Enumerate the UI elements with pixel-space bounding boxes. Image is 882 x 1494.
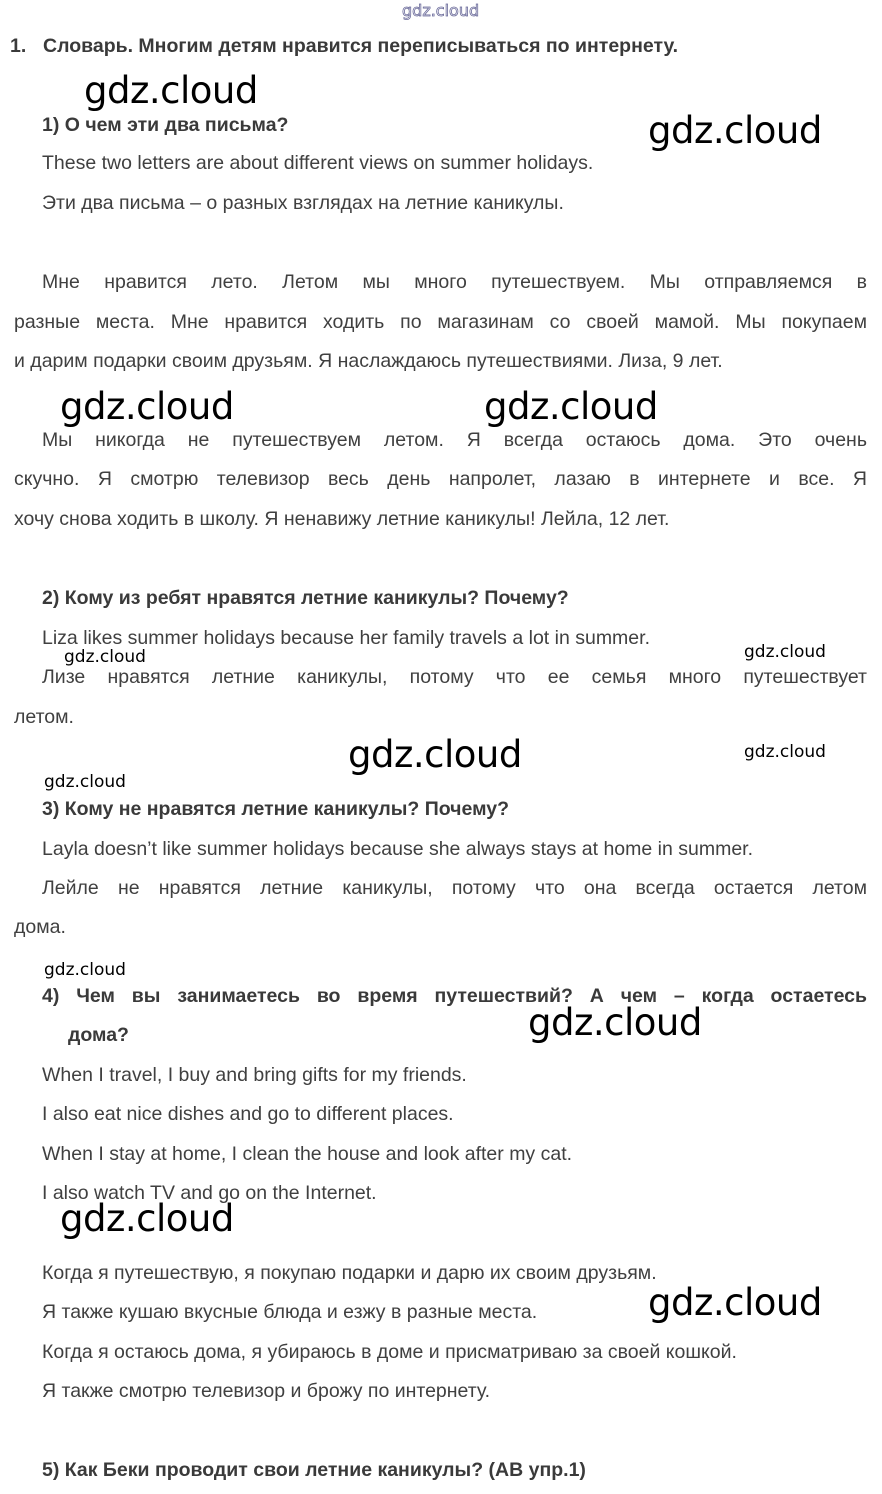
q1-answer-en: These two letters are about different views on summer holidays. xyxy=(42,152,594,174)
watermark-big: gdz.cloud xyxy=(528,1001,702,1044)
q2-question: 2) Кому из ребят нравятся летние каникулы? Почему? xyxy=(42,587,569,609)
letter1-line-3: и дарим подарки своим друзьям. Я наслаждаюсь путешествиями. Лиза, 9 лет. xyxy=(14,350,723,372)
watermark-small: gdz.cloud xyxy=(44,772,126,792)
q4-answer-en-line-3: When I stay at home, I clean the house and look after my cat. xyxy=(42,1143,573,1165)
q4-answer-en-line-1: When I travel, I buy and bring gifts for my friends. xyxy=(42,1064,467,1086)
letter2-line-3: хочу снова ходить в школу. Я ненавижу летние каникулы! Лейла, 12 лет. xyxy=(14,508,670,530)
q4-answer-ru-line-3: Когда я остаюсь дома, я убираюсь в доме и присматриваю за своей кошкой. xyxy=(42,1341,737,1363)
q1-answer-ru: Эти два письма – о разных взглядах на летние каникулы. xyxy=(42,192,564,214)
q2-answer-en: Liza likes summer holidays because her family travels a lot in summer. xyxy=(42,627,650,649)
letter2-line-2: скучно. Я смотрю телевизор весь день напролет, лазаю в интернете и все. Я xyxy=(14,468,867,490)
letter1-line-2: разные места. Мне нравится ходить по магазинам со своей мамой. Мы покупаем xyxy=(14,311,867,333)
watermark-small: gdz.cloud xyxy=(44,960,126,980)
watermark-small: gdz.cloud xyxy=(64,647,146,667)
q3-answer-ru-line-2: дома. xyxy=(14,916,66,938)
watermark-big: gdz.cloud xyxy=(648,1281,822,1324)
q4-question-line-2: дома? xyxy=(68,1024,129,1046)
q4-answer-ru-line-2: Я также кушаю вкусные блюда и езжу в разные места. xyxy=(42,1301,538,1323)
q4-answer-ru-line-1: Когда я путешествую, я покупаю подарки и дарю их своим друзьям. xyxy=(42,1262,657,1284)
q4-answer-en-line-2: I also eat nice dishes and go to different places. xyxy=(42,1103,454,1125)
watermark-small: gdz.cloud xyxy=(744,642,826,662)
watermark-big: gdz.cloud xyxy=(60,1197,234,1240)
task-title: Словарь. Многим детям нравится переписываться по интернету. xyxy=(43,35,679,57)
watermark-big: gdz.cloud xyxy=(484,385,658,428)
q4-answer-ru-line-4: Я также смотрю телевизор и брожу по интернету. xyxy=(42,1380,491,1402)
watermark-top: gdz.cloud xyxy=(402,1,480,20)
q3-answer-en: Layla doesn’t like summer holidays because she always stays at home in summer. xyxy=(42,838,753,860)
q4-answer-en-line-4: I also watch TV and go on the Internet. xyxy=(42,1182,377,1204)
watermark-big: gdz.cloud xyxy=(648,109,822,152)
watermark-big: gdz.cloud xyxy=(348,733,522,776)
q1-question: 1) О чем эти два письма? xyxy=(42,114,289,136)
watermark-big: gdz.cloud xyxy=(84,69,258,112)
q5-question: 5) Как Беки проводит свои летние каникулы? (АВ упр.1) xyxy=(42,1459,586,1481)
q2-answer-ru-line-2: летом. xyxy=(14,706,74,728)
task-number: 1. xyxy=(10,35,27,57)
letter1-line-1: Мне нравится лето. Летом мы много путешествуем. Мы отправляемся в xyxy=(42,271,867,293)
q2-answer-ru-line-1: Лизе нравятся летние каникулы, потому что ее семья много путешествует xyxy=(42,666,867,688)
q3-answer-ru-line-1: Лейле не нравятся летние каникулы, потому что она всегда остается летом xyxy=(42,877,867,899)
watermark-small: gdz.cloud xyxy=(744,742,826,762)
watermark-big: gdz.cloud xyxy=(60,385,234,428)
q3-question: 3) Кому не нравятся летние каникулы? Почему? xyxy=(42,798,510,820)
letter2-line-1: Мы никогда не путешествуем летом. Я всегда остаюсь дома. Это очень xyxy=(42,429,867,451)
q4-question-line-1: 4) Чем вы занимаетесь во время путешествий? А чем – когда остаетесь xyxy=(42,985,867,1007)
